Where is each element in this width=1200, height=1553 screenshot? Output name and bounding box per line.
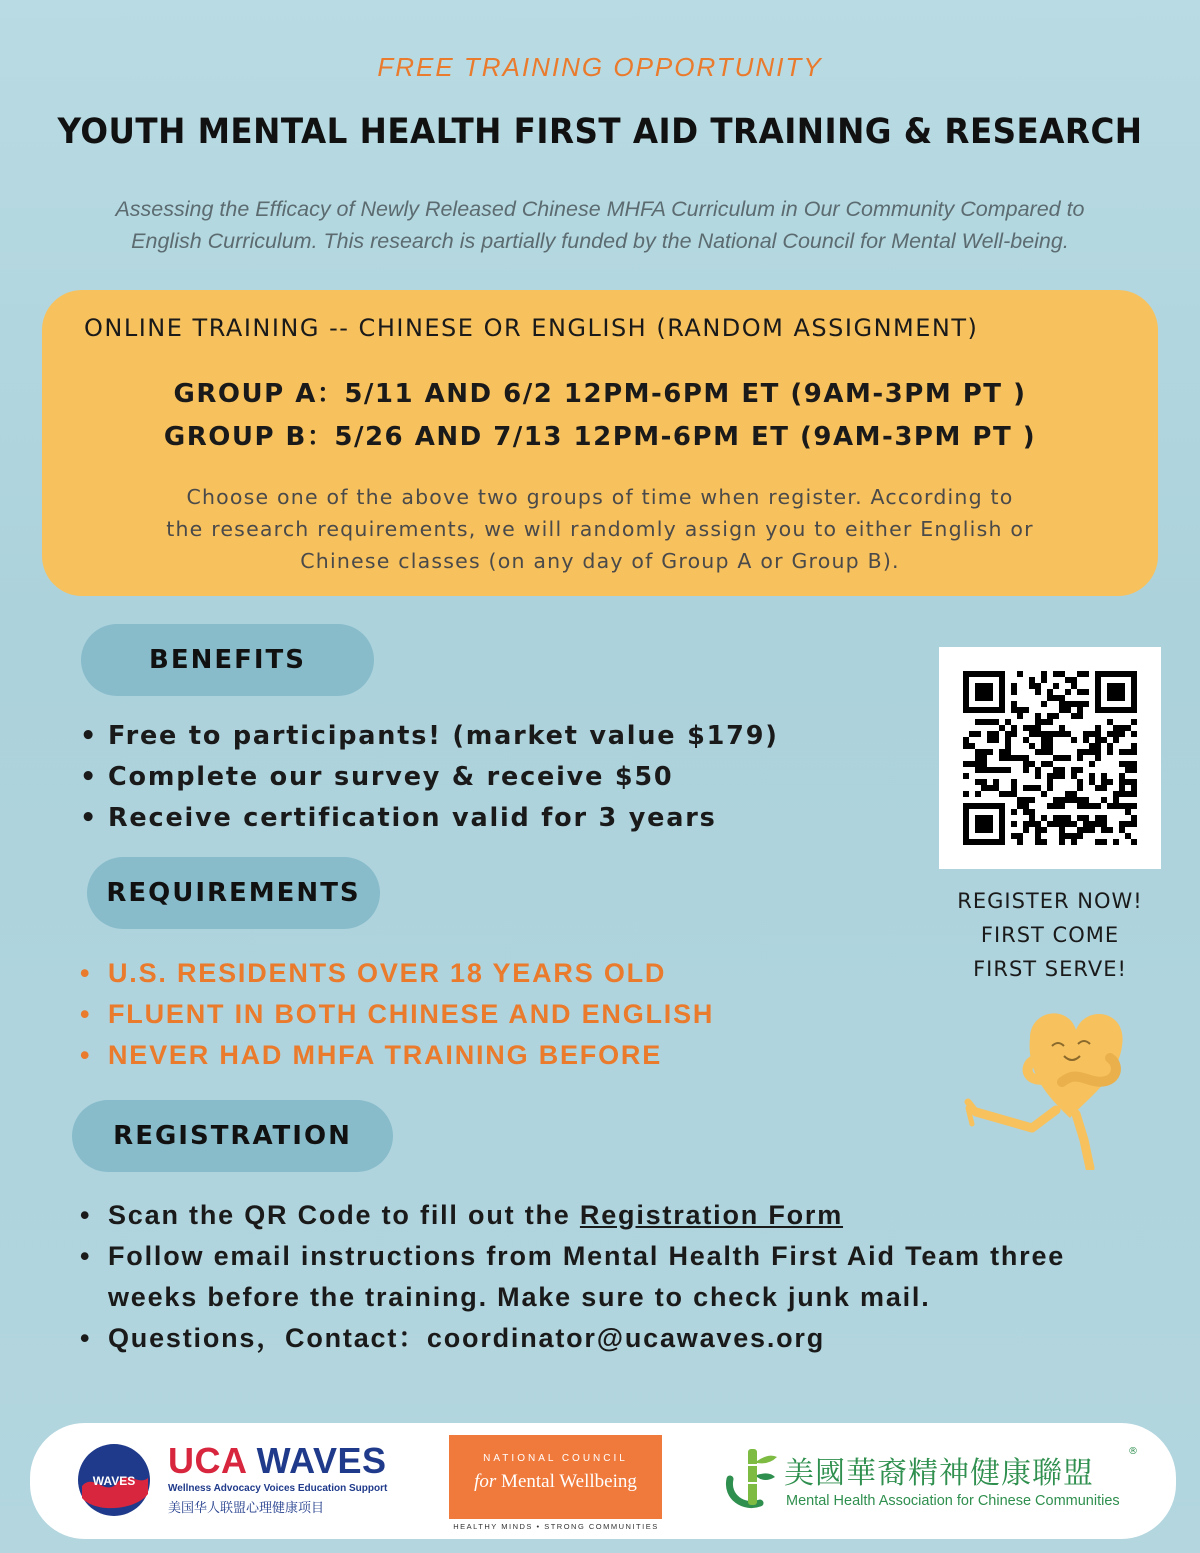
uca-waves-name — [168, 1440, 387, 1482]
list-item: • Free to participants! (market value $179) — [80, 716, 840, 757]
subtitle-line-1: Assessing the Efficacy of Newly Released Chinese MHFA Curriculum in Our Community Compared to — [115, 197, 1085, 221]
uca-waves-logo-icon — [76, 1442, 152, 1518]
cta-line-2: FIRST COME — [980, 923, 1120, 947]
list-item: • NEVER HAD MHFA TRAINING BEFORE — [80, 1035, 840, 1076]
uca-logo-text: WAVES — [92, 1474, 136, 1488]
list-item: • Follow email instructions from Mental Health First Aid Team three weeks before the training. Make sure to check junk mail. — [80, 1236, 1100, 1318]
registration-step-1: Scan the QR Code to fill out the — [108, 1200, 580, 1230]
list-item: • U.S. RESIDENTS OVER 18 YEARS OLD — [80, 953, 840, 994]
qr-code-icon[interactable] — [939, 647, 1161, 869]
group-a-schedule: GROUP A：5/11 AND 6/2 12PM-6PM ET (9AM-3PM PT ) — [173, 379, 1027, 409]
nc-for: for — [474, 1471, 497, 1492]
cta-line-3: FIRST SERVE! — [973, 957, 1127, 981]
training-note-line-3: Chinese classes (on any day of Group A or Group B). — [300, 549, 900, 573]
uca-chinese-name: 美国华人联盟心理健康项目 — [168, 1501, 325, 1516]
registration-label: REGISTRATION — [72, 1100, 393, 1172]
mhacc-chinese-name: 美國華裔精神健康聯盟 — [784, 1456, 1094, 1491]
uca-tagline: Wellness Advocacy Voices Education Support — [168, 1483, 388, 1494]
requirements-label: REQUIREMENTS — [87, 857, 380, 929]
training-note-line-2: the research requirements, we will randomly assign you to either English or — [166, 517, 1034, 541]
benefits-label: BENEFITS — [81, 624, 374, 696]
nc-name: Mental Wellbeing — [501, 1471, 637, 1492]
requirements-list — [80, 953, 840, 1076]
list-item: • Complete our survey & receive $50 — [80, 757, 840, 798]
registration-list — [80, 1195, 1100, 1359]
subtitle — [60, 193, 1140, 257]
training-heading: ONLINE TRAINING -- CHINESE OR ENGLISH (RANDOM ASSIGNMENT) — [84, 314, 979, 342]
group-b-schedule: GROUP B：5/26 AND 7/13 12PM-6PM ET (9AM-3PM PT ) — [163, 422, 1037, 452]
register-cta — [930, 884, 1170, 986]
nc-tagline: HEALTHY MINDS • STRONG COMMUNITIES — [453, 1522, 659, 1531]
nc-top-text: NATIONAL COUNCIL — [483, 1453, 628, 1464]
list-item: • Receive certification valid for 3 years — [80, 798, 840, 839]
benefits-list — [80, 716, 840, 839]
training-note — [90, 481, 1110, 577]
national-council-logo — [449, 1435, 662, 1519]
qr-code-card[interactable] — [939, 647, 1161, 869]
page-title: YOUTH MENTAL HEALTH FIRST AID TRAINING & RESEARCH — [57, 112, 1143, 152]
training-note-line-1: Choose one of the above two groups of time when register. According to — [186, 485, 1014, 509]
registration-form-link[interactable]: Registration Form — [579, 1200, 844, 1230]
list-item — [80, 1195, 1100, 1236]
uca-name-part-2: WAVES — [256, 1440, 387, 1481]
list-item: • FLUENT IN BOTH CHINESE AND ENGLISH — [80, 994, 840, 1035]
mhacc-registered-mark: ® — [1128, 1446, 1138, 1457]
kicker-text: FREE TRAINING OPPORTUNITY — [377, 52, 823, 82]
list-item: • Questions，Contact：coordinator@ucawaves.org — [80, 1318, 1100, 1359]
heart-mascot-icon — [960, 1000, 1160, 1170]
nc-bottom-text — [449, 1471, 662, 1493]
cta-line-1: REGISTER NOW! — [957, 889, 1143, 913]
mhacc-bamboo-icon — [722, 1443, 780, 1513]
subtitle-line-2: English Curriculum. This research is partially funded by the National Council for Mental Well-being. — [131, 229, 1069, 253]
uca-name-part-1: UCA — [168, 1440, 257, 1481]
mhacc-english-name: Mental Health Association for Chinese Communities — [786, 1493, 1120, 1509]
